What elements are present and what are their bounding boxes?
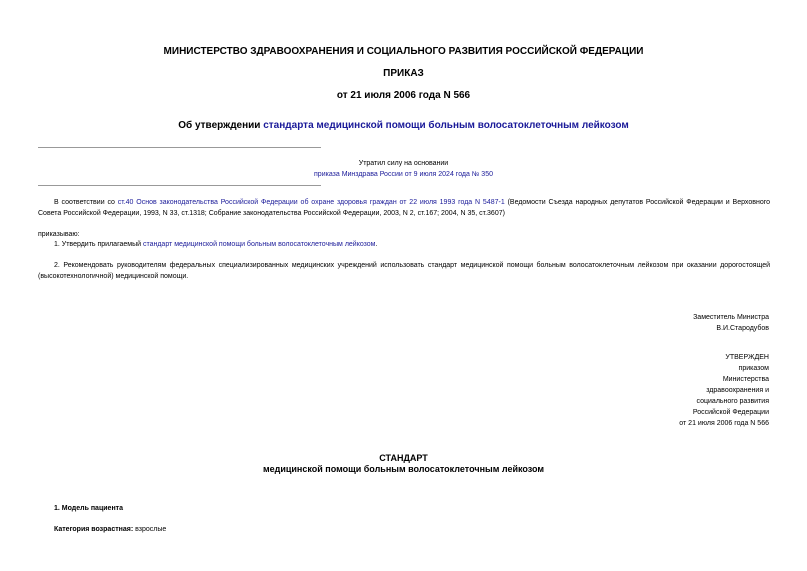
order-item-1: [54, 239, 770, 250]
order-item-2: 2. Рекомендовать руководителям федеральных специализированных медицинских учреждений использовать стандарт медицинской помощи больным волосатоклеточным лейкозом при оказании дорогостоящей (высокотехнологичной) медицинской помощи.: [38, 262, 770, 280]
standard-subtitle: медицинской помощи больным волосатоклеточным лейкозом: [262, 464, 545, 474]
law-link[interactable]: ст.40 Основ законодательства Российской Федерации об охране здоровья граждан от 22 июля 1993 года N 5487-1: [117, 199, 505, 206]
approval-line: от 21 июля 2006 года N 566: [679, 420, 769, 427]
p1-prefix: В соответствии со: [54, 199, 118, 206]
approval-line: социального развития: [696, 398, 769, 405]
item1-prefix: 1. Утвердить прилагаемый: [54, 241, 143, 248]
divider-bottom: [38, 185, 321, 186]
approval-line: приказом: [738, 365, 769, 372]
approval-block: [679, 352, 769, 429]
standard-title: СТАНДАРТ: [379, 453, 428, 463]
approval-line: здравоохранения и: [706, 387, 769, 394]
order-word: приказываю:: [38, 231, 80, 238]
approval-line: УТВЕРЖДЕН: [725, 354, 769, 361]
notice-link[interactable]: приказа Минздрава России от 9 июля 2024 года № 350: [314, 171, 493, 178]
notice-text: Утратил силу на основании: [358, 160, 449, 167]
ministry-title: МИНИСТЕРСТВО ЗДРАВООХРАНЕНИЯ И СОЦИАЛЬНОГО РАЗВИТИЯ РОССИЙСКОЙ ФЕДЕРАЦИИ: [163, 46, 644, 57]
standard-link[interactable]: стандарт медицинской помощи больным волосатоклеточным лейкозом: [142, 241, 376, 248]
signature-name: В.И.Стародубов: [716, 325, 769, 332]
doc-date: от 21 июля 2006 года N 566: [336, 90, 471, 101]
doc-subject: [0, 120, 807, 131]
category-label: Категория возрастная:: [54, 526, 134, 533]
section-patient-model: 1. Модель пациента: [54, 505, 123, 512]
preamble-paragraph: [38, 197, 770, 219]
doc-type: ПРИКАЗ: [383, 68, 424, 79]
subject-prefix: Об утверждении: [178, 120, 264, 131]
approval-line: Российской Федерации: [692, 409, 769, 416]
category-value: взрослые: [133, 526, 167, 533]
p1-suffix: (Ведомости Съезда народных депутатов Российской Федерации и Верховного Совета Российской Федерации, 1993, N 33, ст.1318; Собрание законодательства Российской Федерации, 2003, N 2, ст.167; 2004, N 35, ст.3607): [38, 199, 770, 217]
approval-line: Министерства: [722, 376, 769, 383]
age-category: [54, 524, 166, 535]
divider-top: [38, 147, 321, 148]
item1-suffix: .: [375, 241, 378, 248]
subject-link[interactable]: стандарта медицинской помощи больным волосатоклеточным лейкозом: [263, 120, 629, 131]
notice-link-line: [0, 169, 807, 180]
signature-position: Заместитель Министра: [693, 314, 769, 321]
